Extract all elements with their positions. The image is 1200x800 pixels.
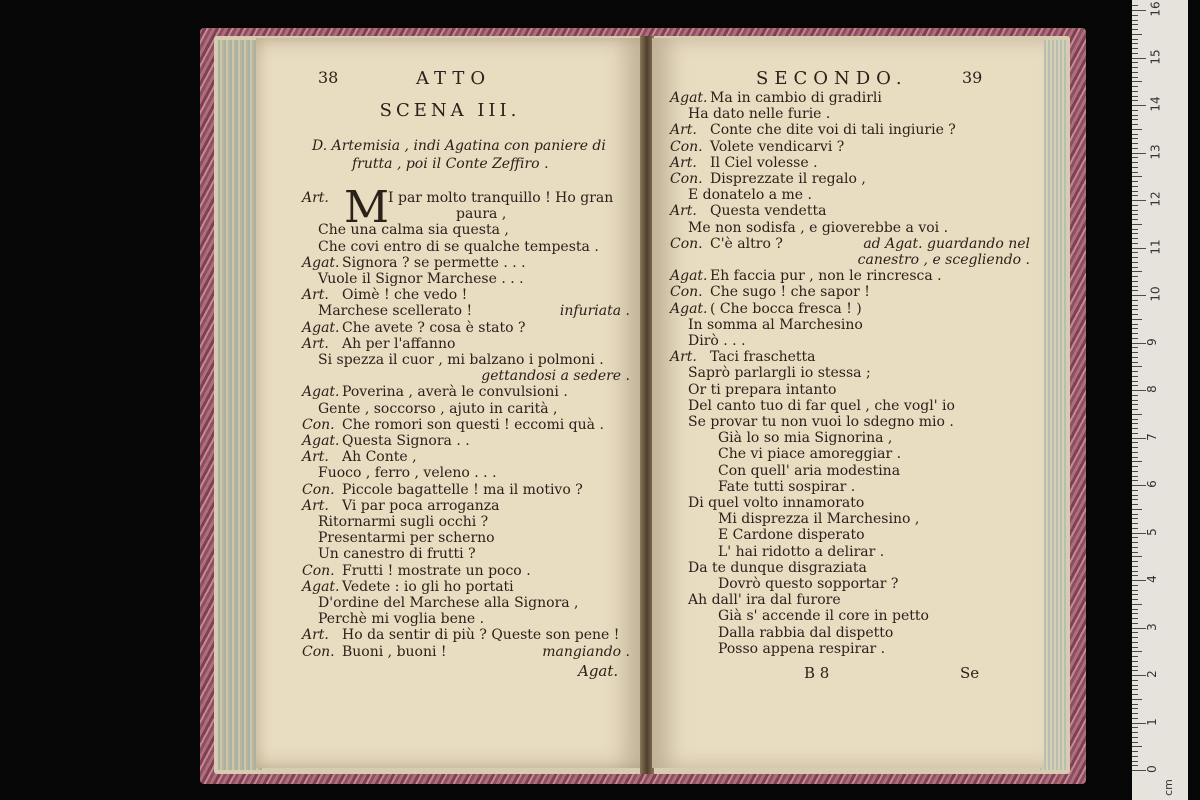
- left-page: [256, 38, 644, 768]
- verse-line: Or ti prepara intanto: [688, 381, 837, 398]
- speaker-label: Agat.: [302, 433, 340, 449]
- ruler-tick: [1132, 77, 1138, 78]
- ruler-number: 12: [1148, 191, 1163, 207]
- ruler-tick: [1132, 400, 1138, 401]
- speaker-label: Agat.: [670, 90, 708, 106]
- verse-line: Mi disprezza il Marchesino ,: [718, 511, 920, 528]
- ruler-tick: [1132, 53, 1138, 54]
- speaker-label: Art.: [670, 122, 697, 139]
- ruler-tick: [1132, 509, 1142, 510]
- ruler-tick: [1132, 210, 1138, 211]
- speaker-label: Art.: [302, 287, 329, 304]
- verse-line: paura ,: [456, 206, 507, 223]
- ruler-tick: [1132, 419, 1138, 420]
- ruler-tick: [1132, 618, 1138, 619]
- ruler-unit: cm: [1161, 779, 1175, 796]
- ruler-tick: [1132, 433, 1138, 434]
- verse-line: Dalla rabbia dal dispetto: [718, 624, 894, 641]
- ruler-tick: [1132, 5, 1138, 6]
- verse-line: Che vi piace amoreggiar .: [718, 446, 902, 463]
- ruler-tick: [1132, 713, 1138, 714]
- verse-line: Piccole bagattelle ! ma il motivo ?: [342, 481, 583, 498]
- ruler-tick: [1132, 756, 1138, 757]
- ruler-tick: [1132, 271, 1142, 272]
- speaker-label: Con.: [670, 284, 703, 301]
- ruler-tick: [1132, 205, 1138, 206]
- ruler-tick: [1132, 708, 1138, 709]
- verse-line: Vuole il Signor Marchese . . .: [318, 271, 524, 287]
- ruler-tick: [1132, 395, 1138, 396]
- ruler-tick: [1132, 623, 1138, 624]
- ruler-tick: [1132, 24, 1138, 25]
- ruler-tick: [1132, 514, 1138, 515]
- verse-line: Conte che dite voi di tali ingiurie ?: [710, 122, 956, 139]
- verse-line: Ma in cambio di gradirli: [710, 90, 882, 106]
- verse-line: ( Che bocca fresca ! ): [710, 300, 862, 317]
- speaker-label: Agat.: [302, 578, 340, 595]
- ruler-tick: [1132, 115, 1138, 116]
- ruler-tick: [1132, 504, 1138, 505]
- ruler-tick: [1132, 518, 1138, 519]
- ruler-tick: [1132, 195, 1138, 196]
- ruler-tick: [1132, 466, 1138, 467]
- verse-line: E donatelo a me .: [688, 187, 812, 204]
- ruler-tick: [1132, 176, 1142, 177]
- ruler-tick: [1132, 647, 1138, 648]
- speaker-label: Con.: [670, 171, 703, 187]
- ruler-tick: [1132, 243, 1138, 244]
- ruler-tick: [1132, 281, 1138, 282]
- ruler-tick: [1132, 153, 1146, 154]
- ruler-tick: [1132, 366, 1142, 367]
- verse-line: Già s' accende il core in petto: [718, 608, 929, 625]
- verse-line: Ah dall' ira dal furore: [688, 592, 841, 609]
- ruler-tick: [1132, 409, 1138, 410]
- ruler-tick: [1132, 566, 1138, 567]
- ruler-tick: [1132, 295, 1146, 296]
- ruler-tick: [1132, 490, 1138, 491]
- verse-line: Taci fraschetta: [710, 349, 816, 366]
- ruler-tick: [1132, 262, 1138, 263]
- verse-line: Ritornarmi sugli occhi ?: [318, 514, 489, 530]
- verse-line: Fate tutti sospirar .: [718, 478, 856, 495]
- verse-line: Gente , soccorso , ajuto in carità ,: [318, 400, 558, 417]
- verse-line: I par molto tranquillo ! Ho gran: [388, 190, 614, 206]
- verse-line: Posso appena respirar .: [718, 640, 886, 657]
- verse-line: Buoni , buoni !: [342, 643, 447, 660]
- verse-line: Del canto tuo di far quel , che vogl' io: [688, 397, 955, 414]
- ruler-tick: [1132, 43, 1138, 44]
- speaker-label: Agat.: [302, 254, 340, 271]
- ruler-number: 5: [1144, 527, 1159, 536]
- ruler-tick: [1132, 186, 1138, 187]
- ruler-tick: [1132, 727, 1138, 728]
- ruler-tick: [1132, 495, 1138, 496]
- ruler-tick: [1132, 328, 1138, 329]
- speaker-label: Agat.: [670, 268, 708, 285]
- ruler-number: 14: [1148, 96, 1163, 112]
- verse-line: Con quell' aria modestina: [718, 462, 901, 479]
- ruler-number: 10: [1148, 286, 1163, 302]
- ruler-tick: [1132, 499, 1138, 500]
- ruler-number: 15: [1148, 48, 1163, 65]
- ruler-tick: [1132, 324, 1138, 325]
- ruler-tick: [1132, 48, 1138, 49]
- ruler-number: 13: [1148, 143, 1163, 160]
- right-page: [652, 38, 1044, 768]
- ruler-tick: [1132, 15, 1138, 16]
- speaker-label: Art.: [670, 349, 697, 366]
- speaker-label: Agat.: [302, 384, 340, 401]
- drop-capital: M: [344, 182, 390, 233]
- verse-line: Volete vendicarvi ?: [710, 138, 845, 155]
- ruler-tick: [1132, 148, 1138, 149]
- ruler-tick: [1132, 381, 1138, 382]
- ruler-tick: [1132, 751, 1138, 752]
- ruler-tick: [1132, 447, 1138, 448]
- ruler-tick: [1132, 651, 1142, 652]
- stage-direction-inline: gettandosi a sedere .: [481, 368, 630, 385]
- ruler-number: 3: [1144, 622, 1159, 631]
- stage-direction-inline: ad Agat. guardando nel: [863, 235, 1030, 252]
- ruler-number: 9: [1144, 337, 1159, 346]
- verse-line: C'è altro ?: [710, 235, 783, 252]
- ruler-number: 1: [1144, 717, 1159, 726]
- ruler-tick: [1132, 561, 1138, 562]
- ruler-tick: [1132, 704, 1138, 705]
- ruler-tick: [1132, 309, 1138, 310]
- ruler-number: 0: [1144, 765, 1159, 773]
- ruler-tick: [1132, 537, 1138, 538]
- ruler-number: 16: [1148, 1, 1163, 17]
- speaker-label: Art.: [302, 627, 329, 644]
- ruler-tick: [1132, 480, 1138, 481]
- ruler-tick: [1132, 105, 1146, 106]
- speaker-label: Art.: [302, 190, 329, 206]
- verse-line: Un canestro di frutti ?: [318, 546, 476, 563]
- verse-line: Marchese scellerato !: [318, 303, 473, 320]
- verse-line: Il Ciel volesse .: [710, 154, 818, 171]
- verse-line: E Cardone disperato: [718, 527, 865, 544]
- verse-line: Questa vendetta: [710, 203, 827, 220]
- speaker-label: Con.: [302, 562, 335, 579]
- ruler-tick: [1132, 609, 1138, 610]
- ruler-tick: [1132, 72, 1138, 73]
- verse-line: Me non sodisfa , e gioverebbe a voi .: [688, 219, 949, 236]
- ruler-tick: [1132, 100, 1138, 101]
- ruler-tick: [1132, 67, 1138, 68]
- ruler-tick: [1132, 376, 1138, 377]
- running-head: SECONDO.: [756, 68, 908, 89]
- stage-direction-2: frutta , poi il Conte Zeffiro .: [352, 156, 549, 172]
- ruler-tick: [1132, 585, 1138, 586]
- ruler-tick: [1132, 91, 1138, 92]
- speaker-label: Art.: [302, 497, 329, 514]
- speaker-label: Con.: [670, 138, 703, 155]
- ruler-tick: [1132, 680, 1138, 681]
- ruler-number: 8: [1144, 385, 1159, 393]
- speaker-label: Con.: [302, 416, 335, 433]
- ruler-tick: [1132, 81, 1142, 82]
- speaker-label: Con.: [302, 643, 335, 660]
- verse-line: Signora ? se permette . . .: [342, 254, 526, 271]
- ruler-tick: [1132, 248, 1146, 249]
- ruler-tick: [1132, 604, 1142, 605]
- ruler-tick: [1132, 737, 1138, 738]
- verse-line: Che una calma sia questa ,: [318, 222, 509, 239]
- ruler-number: 7: [1144, 432, 1159, 441]
- ruler-tick: [1132, 461, 1142, 462]
- ruler-tick: [1132, 371, 1138, 372]
- ruler-tick: [1132, 214, 1138, 215]
- ruler-tick: [1132, 191, 1138, 192]
- running-head: ATTO: [416, 68, 492, 89]
- ruler-tick: [1132, 613, 1138, 614]
- ruler-tick: [1132, 300, 1138, 301]
- verse-line: In somma al Marchesino: [688, 316, 863, 333]
- ruler-tick: [1132, 423, 1138, 424]
- page-number: 38: [318, 68, 339, 87]
- verse-line: Dovrò questo sopportar ?: [718, 576, 899, 592]
- stage-direction-inline: infuriata .: [559, 303, 630, 320]
- verse-line: Disprezzate il regalo ,: [710, 171, 866, 187]
- ruler-tick: [1132, 229, 1138, 230]
- ruler-tick: [1132, 138, 1138, 139]
- verse-line: Si spezza il cuor , mi balzano i polmoni .: [318, 352, 604, 368]
- ruler-tick: [1132, 594, 1138, 595]
- verse-line: Ah per l'affanno: [342, 335, 456, 352]
- verse-line: Se provar tu non vuoi lo sdegno mio .: [688, 414, 954, 430]
- ruler-tick: [1132, 39, 1138, 40]
- ruler-tick: [1132, 252, 1138, 253]
- ruler-tick: [1132, 746, 1142, 747]
- ruler-tick: [1132, 457, 1138, 458]
- ruler-tick: [1132, 134, 1138, 135]
- ruler-tick: [1132, 590, 1138, 591]
- ruler-number: 6: [1144, 480, 1159, 488]
- ruler-tick: [1132, 119, 1138, 120]
- ruler-tick: [1132, 29, 1138, 30]
- verse-line: Da te dunque disgraziata: [688, 559, 867, 576]
- verse-line: Di quel volto innamorato: [688, 495, 865, 511]
- ruler-tick: [1132, 62, 1138, 63]
- page-number: 39: [962, 68, 983, 87]
- ruler-tick: [1132, 233, 1138, 234]
- ruler-number: 4: [1144, 575, 1159, 583]
- speaker-label: Art.: [670, 203, 697, 220]
- speaker-label: Con.: [302, 481, 335, 498]
- measuring-ruler: [1132, 0, 1188, 800]
- ruler-tick: [1132, 20, 1138, 21]
- ruler-tick: [1132, 238, 1138, 239]
- ruler-tick: [1132, 347, 1138, 348]
- verse-line: Eh faccia pur , non le rincresca .: [710, 268, 942, 285]
- ruler-tick: [1132, 110, 1138, 111]
- ruler-tick: [1132, 552, 1138, 553]
- verse-line: Che avete ? cosa è stato ?: [342, 319, 526, 336]
- verse-line: Vedete : io gli ho portati: [342, 578, 514, 595]
- ruler-tick: [1132, 124, 1138, 125]
- verse-line: Frutti ! mostrate un poco .: [342, 562, 531, 579]
- ruler-tick: [1132, 58, 1146, 59]
- ruler-tick: [1132, 352, 1138, 353]
- ruler-tick: [1132, 732, 1138, 733]
- catchword: Agat.: [578, 662, 619, 680]
- ruler-tick: [1132, 338, 1138, 339]
- speaker-label: Con.: [670, 235, 703, 252]
- ruler-tick: [1132, 689, 1138, 690]
- verse-line: Già lo so mia Signorina ,: [718, 430, 893, 447]
- ruler-tick: [1132, 414, 1142, 415]
- verse-line: Ho da sentir di più ? Queste son pene !: [342, 627, 620, 644]
- ruler-tick: [1132, 471, 1138, 472]
- ruler-tick: [1132, 528, 1138, 529]
- verse-line: Fuoco , ferro , veleno . . .: [318, 465, 497, 482]
- ruler-tick: [1132, 267, 1138, 268]
- ruler-tick: [1132, 718, 1138, 719]
- signature-mark: B 8: [804, 664, 830, 682]
- ruler-tick: [1132, 319, 1142, 320]
- ruler-tick: [1132, 181, 1138, 182]
- ruler-tick: [1132, 219, 1138, 220]
- ruler-tick: [1132, 523, 1138, 524]
- speaker-label: Art.: [670, 154, 697, 171]
- ruler-tick: [1132, 442, 1138, 443]
- ruler-tick: [1132, 162, 1138, 163]
- verse-line: Dirò . . .: [688, 333, 746, 349]
- ruler-number: 11: [1148, 238, 1163, 255]
- verse-line: Perchè mi voglia bene .: [318, 611, 485, 628]
- ruler-tick: [1132, 357, 1138, 358]
- ruler-tick: [1132, 547, 1138, 548]
- speaker-label: Art.: [302, 449, 329, 466]
- stage-direction-1: D. Artemisia , indi Agatina con paniere di: [312, 138, 606, 154]
- verse-line: Poverina , averà le convulsioni .: [342, 384, 568, 401]
- scene-heading: SCENA III.: [379, 100, 521, 121]
- ruler-tick: [1132, 257, 1138, 258]
- ruler-tick: [1132, 314, 1138, 315]
- verse-line: Presentarmi per scherno: [318, 530, 495, 547]
- ruler-tick: [1132, 599, 1138, 600]
- ruler-tick: [1132, 742, 1138, 743]
- verse-line: Ah Conte ,: [342, 449, 417, 466]
- verse-line: Ha dato nelle furie .: [688, 106, 831, 123]
- stage-direction-inline: canestro , e scegliendo .: [857, 252, 1030, 268]
- ruler-tick: [1132, 476, 1138, 477]
- verse-line: D'ordine del Marchese alla Signora ,: [318, 595, 579, 611]
- stage-direction-inline: mangiando .: [542, 643, 630, 660]
- ruler-tick: [1132, 224, 1142, 225]
- ruler-tick: [1132, 167, 1138, 168]
- ruler-tick: [1132, 542, 1138, 543]
- ruler-tick: [1132, 276, 1138, 277]
- ruler-tick: [1132, 172, 1138, 173]
- ruler-tick: [1132, 200, 1146, 201]
- verse-line: Che sugo ! che sapor !: [710, 284, 870, 301]
- ruler-tick: [1132, 661, 1138, 662]
- ruler-tick: [1132, 656, 1138, 657]
- verse-line: Oimè ! che vedo !: [342, 287, 468, 304]
- speaker-label: Agat.: [302, 319, 340, 336]
- ruler-tick: [1132, 143, 1138, 144]
- verse-line: L' hai ridotto a delirar .: [718, 543, 885, 560]
- ruler-tick: [1132, 305, 1138, 306]
- ruler-tick: [1132, 333, 1138, 334]
- ruler-tick: [1132, 642, 1138, 643]
- ruler-tick: [1132, 428, 1138, 429]
- ruler-tick: [1132, 699, 1142, 700]
- ruler-tick: [1132, 575, 1138, 576]
- ruler-tick: [1132, 10, 1146, 11]
- ruler-tick: [1132, 670, 1138, 671]
- ruler-tick: [1132, 34, 1142, 35]
- ruler-tick: [1132, 452, 1138, 453]
- ruler-tick: [1132, 571, 1138, 572]
- verse-line: Che covi entro di se qualche tempesta .: [318, 238, 599, 255]
- ruler-tick: [1132, 666, 1138, 667]
- ruler-tick: [1132, 129, 1142, 130]
- ruler-number: 2: [1144, 670, 1159, 678]
- ruler-tick: [1132, 556, 1142, 557]
- ruler-tick: [1132, 632, 1138, 633]
- ruler-tick: [1132, 286, 1138, 287]
- ruler-tick: [1132, 404, 1138, 405]
- ruler-tick: [1132, 765, 1138, 766]
- ruler-tick: [1132, 86, 1138, 87]
- verse-line: Saprò parlargli io stessa ;: [688, 365, 871, 382]
- verse-line: Questa Signora . .: [342, 433, 470, 449]
- ruler-tick: [1132, 362, 1138, 363]
- ruler-tick: [1132, 694, 1138, 695]
- ruler-tick: [1132, 385, 1138, 386]
- speaker-label: Art.: [302, 335, 329, 352]
- ruler-tick: [1132, 761, 1138, 762]
- verse-line: Che romori son questi ! eccomi quà .: [342, 416, 604, 433]
- ruler-tick: [1132, 157, 1138, 158]
- ruler-tick: [1132, 96, 1138, 97]
- speaker-label: Agat.: [670, 300, 708, 317]
- catchword: Se: [960, 664, 980, 682]
- ruler-tick: [1132, 637, 1138, 638]
- ruler-tick: [1132, 685, 1138, 686]
- verse-line: Vi par poca arroganza: [342, 497, 500, 514]
- ruler-tick: [1132, 290, 1138, 291]
